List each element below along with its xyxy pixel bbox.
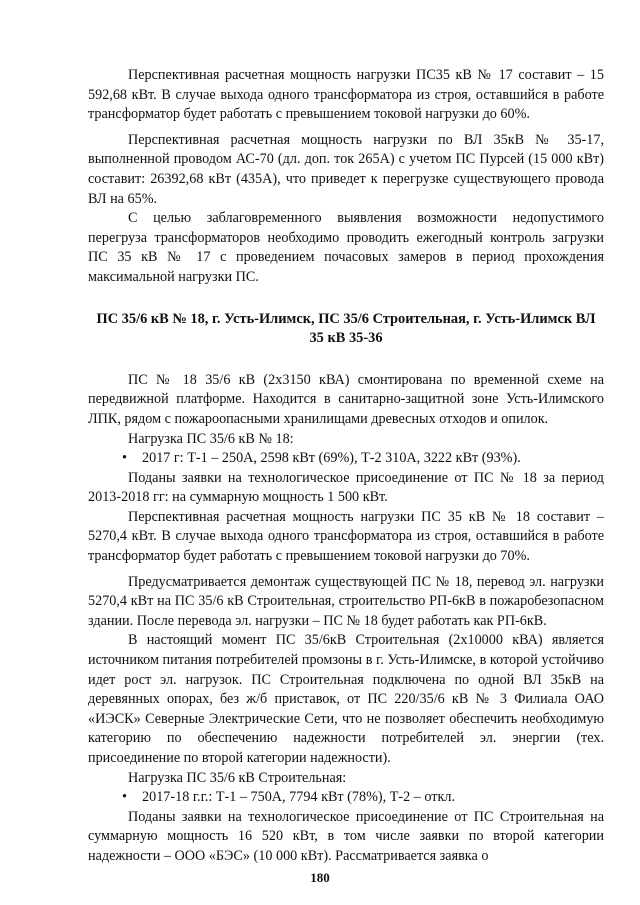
page-number: 180 (310, 870, 330, 885)
paragraph: Перспективная расчетная мощность нагрузки ПС35 кВ № 17 составит – 15 592,68 кВт. В случае выхода одного трансформатора из строя, оставшийся в работе трансформатор будет работать с превышением токовой нагрузки до 60%. (88, 67, 604, 123)
list-item (88, 788, 604, 808)
list-item-text: 2017-18 г.г.: Т-1 – 750А, 7794 кВт (78%), Т-2 – откл. (142, 789, 456, 806)
paragraph: С целью заблаговременного выявления возможности недопустимого перегруза трансформаторов необходимо проводить ежегодный контроль загрузки ПС 35 кВ № 17 с проведением почасовых замеров в период прохождения максимальной нагрузки ПС. (88, 210, 604, 285)
list-item (88, 449, 604, 469)
section-heading: ПС 35/6 кВ № 18, г. Усть-Илимск, ПС 35/6 Строительная, г. Усть-Илимск ВЛ 35 кВ 35-36 (96, 310, 596, 347)
paragraph: Поданы заявки на технологическое присоединение от ПС № 18 за период 2013-2018 гг: на суммарную мощность 1 500 кВт. (88, 469, 604, 506)
paragraph: Предусматривается демонтаж существующей ПС № 18, перевод эл. нагрузки 5270,4 кВт на ПС 35/6 кВ Строительная, строительство РП-6кВ в пожаробезопасном здании. После перевода эл. нагрузки – ПС № 18 будет работать как РП-6кВ. (88, 573, 604, 629)
paragraph: Перспективная расчетная мощность нагрузки ПС 35 кВ № 18 составит –5270,4 кВт. В случае выхода одного трансформатора из строя, оставшийся в работе трансформатор будет работать с превышением токовой нагрузки до 70%. (88, 508, 604, 565)
paragraph: Перспективная расчетная мощность нагрузки по ВЛ 35кВ № 35-17, выполненной проводом АС-70 (дл. доп. ток 265А) с учетом ПС Пурсей (15 000 кВт) составит: 26392,68 кВт (435А), что приведет к перегрузке существующего провода ВЛ на 65%. (88, 131, 604, 207)
load-label: Нагрузка ПС 35/6 кВ Строительная: (128, 769, 347, 786)
document-body (88, 66, 604, 867)
bullet-icon: • (122, 789, 127, 806)
paragraph: ПС № 18 35/6 кВ (2х3150 кВА) смонтирована по временной схеме на передвижной платформе. Находится в санитарно-защитной зоне Усть-Илимского ЛПК, рядом с пожароопасными хранилищами древесных отходов и опилок. (88, 371, 604, 427)
paragraph: В настоящий момент ПС 35/6кВ Строительная (2х10000 кВА) является источником питания потребителей промзоны в г. Усть-Илимске, в которой устойчиво идет рост эл. нагрузок. ПС Строительная подключена по одной ВЛ 35кВ на деревянных опорах, без ж/б приставок, от ПС 220/35/6 кВ № 3 Филиала ОАО «ИЭСК» Северные Электрические Сети, что не позволяет обеспечить необходимую категорию по обеспечению надежности потребителей эл. энергии (тех. присоединение по второй категории надежности). (88, 632, 604, 766)
list-item-text: 2017 г: Т-1 – 250А, 2598 кВт (69%), Т-2 310А, 3222 кВт (93%). (142, 450, 521, 467)
paragraph: Поданы заявки на технологическое присоединение от ПС Строительная на суммарную мощность 16 520 кВт, в том числе заявки по второй категории надежности – ООО «БЭС» (10 000 кВт). Рассматривается заявка о (88, 808, 604, 864)
load-label: Нагрузка ПС 35/6 кВ № 18: (128, 430, 294, 447)
bullet-icon: • (122, 450, 127, 467)
